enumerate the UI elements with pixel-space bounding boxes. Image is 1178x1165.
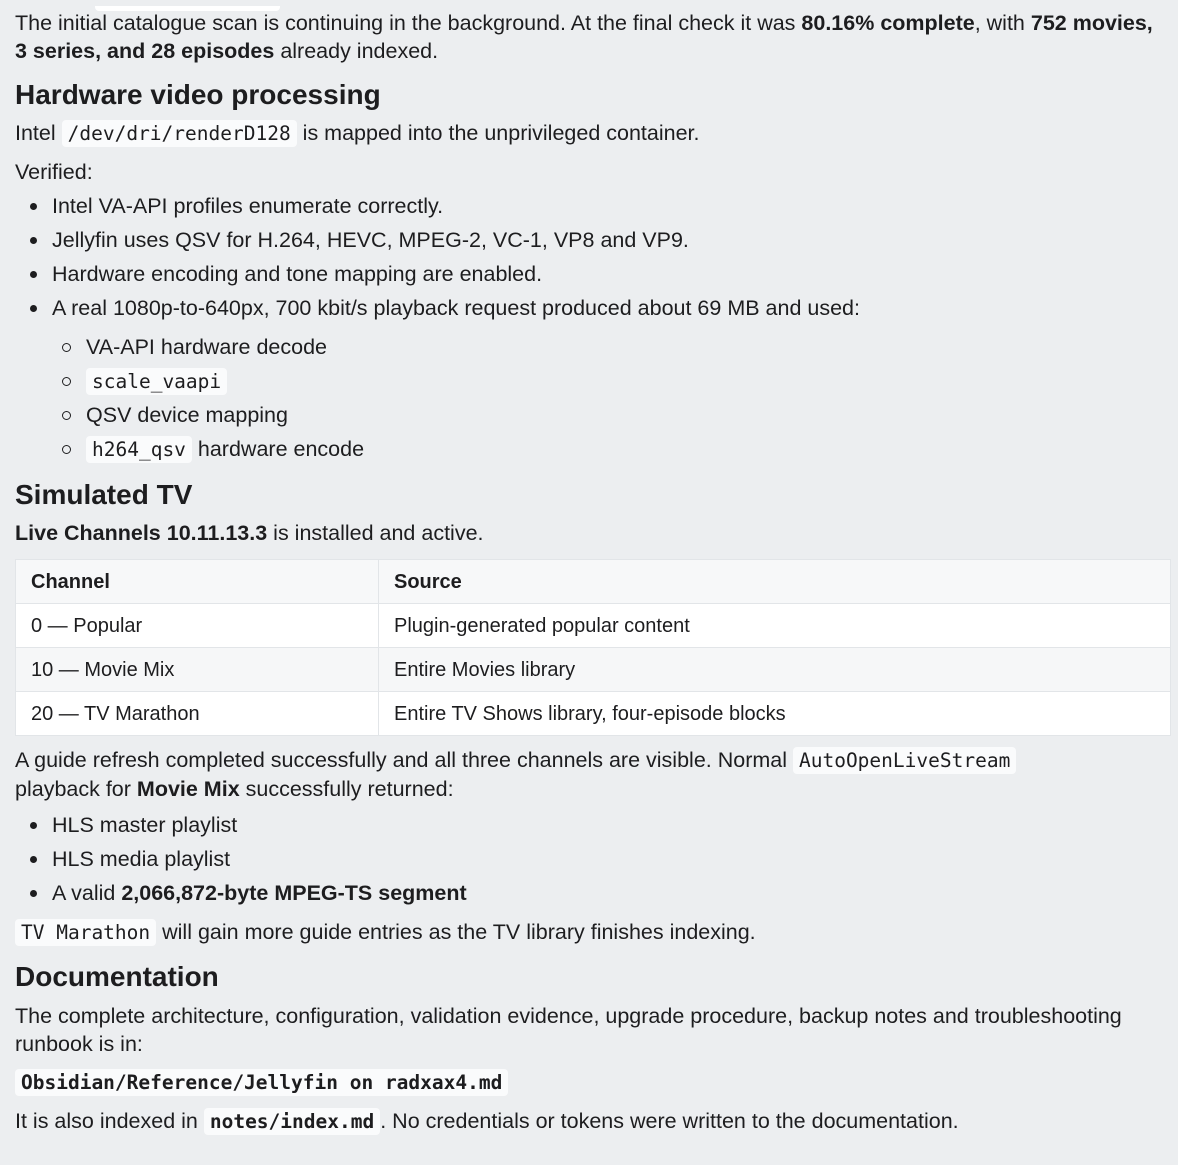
table-row: [16, 692, 1171, 736]
list-item: VA-API hardware decode: [15, 330, 1170, 364]
clipped-code-block: [95, 6, 280, 11]
verified-label: Verified:: [15, 160, 93, 184]
segment-size: 2,066,872-byte MPEG-TS segment: [121, 881, 467, 905]
column-header-source: Source: [379, 560, 1171, 604]
source-cell: Entire TV Shows library, four-episode blocks: [379, 692, 1171, 736]
list-item: HLS master playlist: [15, 808, 1170, 842]
guide-refresh-paragraph: A guide refresh completed successfully and all three channels are visible. Normal AutoOpenLiveStream playback for Movie Mix successfully returned:: [15, 746, 1170, 803]
channel-cell: 20 — TV Marathon: [16, 692, 379, 736]
list-item: Jellyfin uses QSV for H.264, HEVC, MPEG-2, VC-1, VP8 and VP9.: [15, 223, 1170, 257]
list-item: A valid 2,066,872-byte MPEG-TS segment: [15, 876, 1170, 910]
scale-vaapi-code: scale_vaapi: [86, 368, 227, 395]
list-item: HLS media playlist: [15, 842, 1170, 876]
channel-cell: 10 — Movie Mix: [16, 648, 379, 692]
playback-sublist: [15, 330, 1170, 466]
plugin-version: Live Channels 10.11.13.3: [15, 521, 268, 545]
tv-marathon-paragraph: TV Marathon will gain more guide entries as the TV library finishes indexing.: [15, 915, 1170, 950]
table-row: [16, 648, 1171, 692]
channels-table: [15, 559, 1171, 736]
obsidian-path-code: Obsidian/Reference/Jellyfin on radxax4.md: [15, 1069, 508, 1096]
source-cell: Plugin-generated popular content: [379, 604, 1171, 648]
message-content: [0, 9, 1178, 1139]
live-channels-paragraph: Live Channels 10.11.13.3 is installed and active.: [15, 521, 484, 545]
movie-mix-label: Movie Mix: [136, 777, 240, 801]
table-row: [16, 604, 1171, 648]
scan-percent: 80.16% complete: [801, 11, 975, 35]
docs-paragraph: The complete architecture, configuration, validation evidence, upgrade procedure, backup notes and troubleshooting runbook is in:: [15, 1004, 1122, 1056]
list-item: [15, 364, 1170, 398]
index-file-code: notes/index.md: [204, 1108, 380, 1135]
indexed-counts: 752 movies, 3 series, and 28 episodes: [15, 11, 1153, 63]
render-device-code: /dev/dri/renderD128: [62, 120, 297, 147]
docs-path-paragraph: [15, 1065, 1170, 1100]
autoopen-code: AutoOpenLiveStream: [793, 747, 1016, 774]
heading-simulated-tv: Simulated TV: [15, 479, 193, 510]
channel-cell: 0 — Popular: [16, 604, 379, 648]
heading-hardware: Hardware video processing: [15, 79, 381, 110]
list-item: A real 1080p-to-640px, 700 kbit/s playback request produced about 69 MB and used:: [15, 291, 1170, 325]
verified-list: [15, 189, 1170, 325]
h264-qsv-code: h264_qsv: [86, 436, 192, 463]
list-item: Intel VA-API profiles enumerate correctly.: [15, 189, 1170, 223]
index-paragraph: It is also indexed in notes/index.md . No credentials or tokens were written to the documentation.: [15, 1109, 959, 1133]
list-item: h264_qsv hardware encode: [15, 432, 1170, 466]
playback-results-list: [15, 808, 1170, 910]
heading-documentation: Documentation: [15, 961, 219, 992]
list-item: QSV device mapping: [15, 398, 1170, 432]
source-cell: Entire Movies library: [379, 648, 1171, 692]
column-header-channel: Channel: [16, 560, 379, 604]
list-item: Hardware encoding and tone mapping are enabled.: [15, 257, 1170, 291]
hardware-paragraph: Intel /dev/dri/renderD128 is mapped into the unprivileged container.: [15, 121, 700, 145]
scan-status-paragraph: The initial catalogue scan is continuing in the background. At the final check it was 80.16% complete, with 752 movies, 3 series, and 28 episodes already indexed.: [15, 11, 1153, 63]
tv-marathon-code: TV Marathon: [15, 919, 156, 946]
